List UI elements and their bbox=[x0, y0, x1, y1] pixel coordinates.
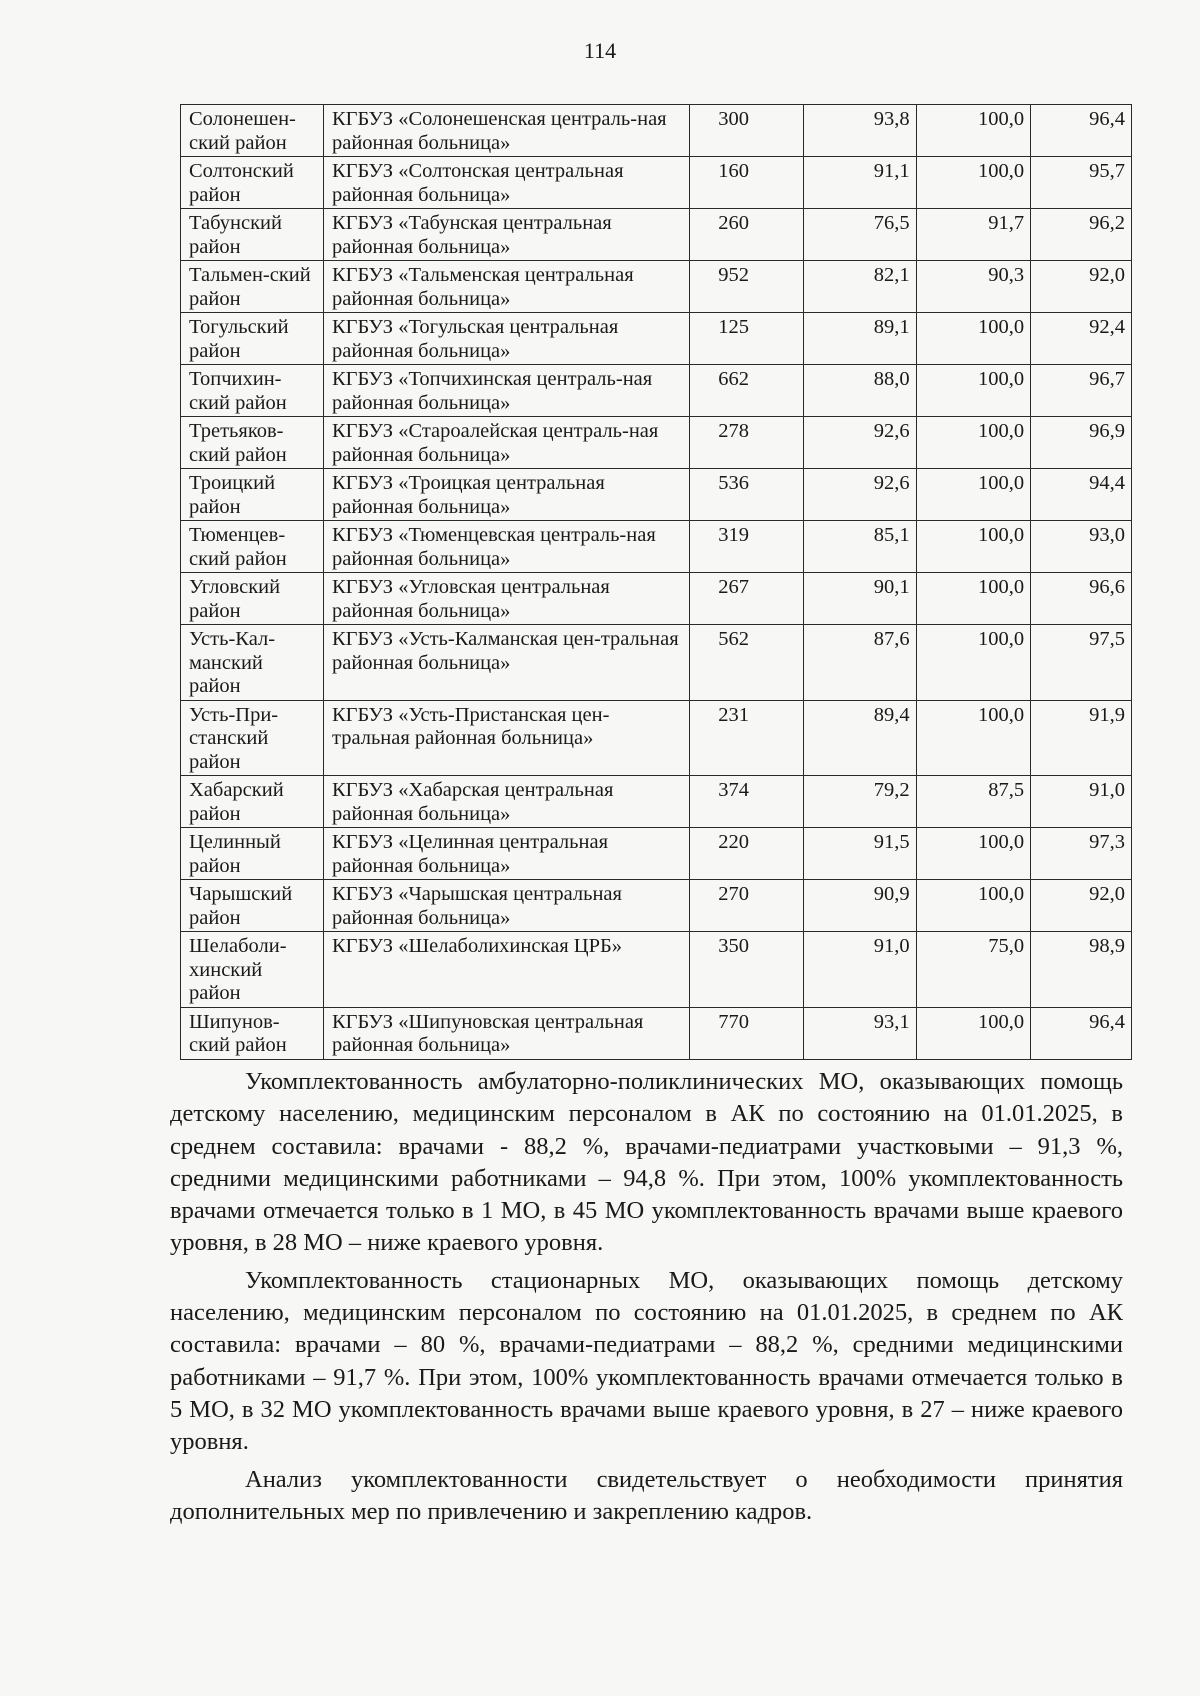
value-cell: 100,0 bbox=[916, 313, 1030, 365]
value-cell: 75,0 bbox=[916, 932, 1030, 1008]
table-row bbox=[181, 776, 1132, 828]
value-cell: 76,5 bbox=[803, 209, 916, 261]
value-cell: 95,7 bbox=[1031, 157, 1132, 209]
value-cell: 97,3 bbox=[1031, 828, 1132, 880]
value-cell: 96,7 bbox=[1031, 365, 1132, 417]
count-text: 350 bbox=[718, 935, 750, 957]
table-row bbox=[181, 157, 1132, 209]
district-cell: Усть-Кал-манский район bbox=[181, 625, 324, 701]
district-cell: Угловский район bbox=[181, 573, 324, 625]
district-cell: Тальмен-ский район bbox=[181, 261, 324, 313]
count-cell bbox=[690, 417, 803, 469]
value-cell: 91,0 bbox=[1031, 776, 1132, 828]
count-cell bbox=[690, 521, 803, 573]
value-cell: 100,0 bbox=[916, 105, 1030, 157]
organization-cell: КГБУЗ «Солтонская центральная районная больница» bbox=[323, 157, 689, 209]
organization-cell: КГБУЗ «Шелаболихинская ЦРБ» bbox=[323, 932, 689, 1008]
table-row bbox=[181, 828, 1132, 880]
count-text: 662 bbox=[718, 368, 750, 390]
count-text: 374 bbox=[718, 779, 750, 801]
value-cell: 91,9 bbox=[1031, 700, 1132, 776]
paragraph: Укомплектованность стационарных МО, оказывающих помощь детскому населению, медицинским персоналом по состоянию на 01.01.2025, в среднем по АК составила: врачами – 80 %, врачами-педиатрами – 88,2 %, средними медицинскими работниками – 91,7 %. При этом, 100% укомплектованность врачами отмечается только в 5 МО, в 32 МО укомплектованность врачами выше краевого уровня, в 27 – ниже краевого уровня. bbox=[170, 1266, 1123, 1456]
count-text: 270 bbox=[718, 883, 750, 905]
organization-cell: КГБУЗ «Староалейская централь-ная районная больница» bbox=[323, 417, 689, 469]
value-cell: 100,0 bbox=[916, 365, 1030, 417]
value-cell: 93,1 bbox=[803, 1007, 916, 1059]
value-cell: 92,0 bbox=[1031, 261, 1132, 313]
count-cell bbox=[690, 625, 803, 701]
value-cell: 94,4 bbox=[1031, 469, 1132, 521]
organization-cell: КГБУЗ «Усть-Пристанская цен-тральная районная больница» bbox=[323, 700, 689, 776]
value-cell: 87,5 bbox=[916, 776, 1030, 828]
paragraph: Анализ укомплектованности свидетельствует о необходимости принятия дополнительных мер по привлечению и закреплению кадров. bbox=[170, 1465, 1123, 1525]
value-cell: 97,5 bbox=[1031, 625, 1132, 701]
value-cell: 100,0 bbox=[916, 157, 1030, 209]
value-cell: 91,1 bbox=[803, 157, 916, 209]
count-cell bbox=[690, 365, 803, 417]
value-cell: 93,8 bbox=[803, 105, 916, 157]
value-cell: 98,9 bbox=[1031, 932, 1132, 1008]
count-cell bbox=[690, 828, 803, 880]
organization-cell: КГБУЗ «Солонешенская централь-ная районная больница» bbox=[323, 105, 689, 157]
count-text: 300 bbox=[718, 108, 750, 130]
district-cell: Шипунов-ский район bbox=[181, 1007, 324, 1059]
body-text bbox=[170, 1066, 1123, 1528]
value-cell: 89,4 bbox=[803, 700, 916, 776]
count-cell bbox=[690, 469, 803, 521]
count-text: 260 bbox=[718, 212, 750, 234]
value-cell: 92,0 bbox=[1031, 880, 1132, 932]
page-number: 114 bbox=[583, 38, 617, 63]
value-cell: 90,3 bbox=[916, 261, 1030, 313]
table-row bbox=[181, 700, 1132, 776]
value-cell: 79,2 bbox=[803, 776, 916, 828]
count-text: 562 bbox=[718, 628, 750, 650]
value-cell: 100,0 bbox=[916, 625, 1030, 701]
district-cell: Тюменцев-ский район bbox=[181, 521, 324, 573]
count-cell bbox=[690, 573, 803, 625]
value-cell: 90,9 bbox=[803, 880, 916, 932]
count-text: 536 bbox=[718, 472, 750, 494]
organization-cell: КГБУЗ «Табунская центральная районная больница» bbox=[323, 209, 689, 261]
table-row bbox=[181, 105, 1132, 157]
value-cell: 93,0 bbox=[1031, 521, 1132, 573]
value-cell: 100,0 bbox=[916, 828, 1030, 880]
value-cell: 89,1 bbox=[803, 313, 916, 365]
count-cell bbox=[690, 776, 803, 828]
organization-cell: КГБУЗ «Тюменцевская централь-ная районная больница» bbox=[323, 521, 689, 573]
organization-cell: КГБУЗ «Троицкая центральная районная больница» bbox=[323, 469, 689, 521]
value-cell: 100,0 bbox=[916, 417, 1030, 469]
district-cell: Хабарский район bbox=[181, 776, 324, 828]
count-text: 160 bbox=[718, 160, 750, 182]
table-row bbox=[181, 521, 1132, 573]
count-text: 278 bbox=[718, 420, 750, 442]
organization-cell: КГБУЗ «Усть-Калманская цен-тральная районная больница» bbox=[323, 625, 689, 701]
district-cell: Чарышский район bbox=[181, 880, 324, 932]
district-cell: Троицкий район bbox=[181, 469, 324, 521]
paragraph: Укомплектованность амбулаторно-поликлинических МО, оказывающих помощь детскому населению, медицинским персоналом в АК по состоянию на 01.01.2025, в среднем составила: врачами - 88,2 %, врачами-педиатрами участковыми – 91,3 %, средними медицинскими работниками – 94,8 %. При этом, 100% укомплектованность врачами отмечается только в 1 МО, в 45 МО укомплектованность врачами выше краевого уровня, в 28 МО – ниже краевого уровня. bbox=[170, 1068, 1123, 1257]
table-row bbox=[181, 313, 1132, 365]
district-cell: Шелаболи-хинский район bbox=[181, 932, 324, 1008]
organization-cell: КГБУЗ «Шипуновская центральная районная больница» bbox=[323, 1007, 689, 1059]
value-cell: 82,1 bbox=[803, 261, 916, 313]
organization-cell: КГБУЗ «Угловская центральная районная больница» bbox=[323, 573, 689, 625]
count-cell bbox=[690, 105, 803, 157]
value-cell: 91,7 bbox=[916, 209, 1030, 261]
value-cell: 87,6 bbox=[803, 625, 916, 701]
count-cell bbox=[690, 157, 803, 209]
table-row bbox=[181, 880, 1132, 932]
value-cell: 92,6 bbox=[803, 469, 916, 521]
value-cell: 100,0 bbox=[916, 880, 1030, 932]
table-row bbox=[181, 1007, 1132, 1059]
count-text: 770 bbox=[718, 1010, 750, 1033]
count-cell bbox=[690, 880, 803, 932]
value-cell: 92,4 bbox=[1031, 313, 1132, 365]
table-row bbox=[181, 469, 1132, 521]
organization-cell: КГБУЗ «Тальменская центральная районная больница» bbox=[323, 261, 689, 313]
organization-cell: КГБУЗ «Топчихинская централь-ная районная больница» bbox=[323, 365, 689, 417]
value-cell: 85,1 bbox=[803, 521, 916, 573]
count-cell bbox=[690, 1007, 803, 1059]
district-cell: Целинный район bbox=[181, 828, 324, 880]
count-cell bbox=[690, 700, 803, 776]
count-text: 125 bbox=[718, 316, 750, 338]
count-cell bbox=[690, 209, 803, 261]
value-cell: 96,9 bbox=[1031, 417, 1132, 469]
table-row bbox=[181, 932, 1132, 1008]
count-cell bbox=[690, 932, 803, 1008]
count-text: 267 bbox=[718, 576, 750, 598]
value-cell: 88,0 bbox=[803, 365, 916, 417]
value-cell: 91,0 bbox=[803, 932, 916, 1008]
value-cell: 96,6 bbox=[1031, 573, 1132, 625]
value-cell: 100,0 bbox=[916, 573, 1030, 625]
organization-cell: КГБУЗ «Чарышская центральная районная больница» bbox=[323, 880, 689, 932]
value-cell: 96,4 bbox=[1031, 1007, 1132, 1059]
count-text: 231 bbox=[718, 703, 750, 726]
district-cell: Усть-При-станский район bbox=[181, 700, 324, 776]
table-row bbox=[181, 209, 1132, 261]
value-cell: 92,6 bbox=[803, 417, 916, 469]
count-text: 952 bbox=[718, 264, 750, 286]
value-cell: 96,4 bbox=[1031, 105, 1132, 157]
organization-cell: КГБУЗ «Тогульская центральная районная больница» bbox=[323, 313, 689, 365]
value-cell: 91,5 bbox=[803, 828, 916, 880]
value-cell: 90,1 bbox=[803, 573, 916, 625]
district-cell: Табунский район bbox=[181, 209, 324, 261]
staffing-table bbox=[180, 104, 1132, 1060]
count-text: 319 bbox=[718, 524, 750, 546]
count-text: 220 bbox=[718, 831, 750, 853]
table-row bbox=[181, 417, 1132, 469]
district-cell: Третьяков-ский район bbox=[181, 417, 324, 469]
table-row bbox=[181, 573, 1132, 625]
value-cell: 100,0 bbox=[916, 1007, 1030, 1059]
organization-cell: КГБУЗ «Целинная центральная районная больница» bbox=[323, 828, 689, 880]
district-cell: Топчихин-ский район bbox=[181, 365, 324, 417]
organization-cell: КГБУЗ «Хабарская центральная районная больница» bbox=[323, 776, 689, 828]
table-row bbox=[181, 261, 1132, 313]
value-cell: 100,0 bbox=[916, 469, 1030, 521]
table-row bbox=[181, 625, 1132, 701]
count-cell bbox=[690, 261, 803, 313]
district-cell: Солтонский район bbox=[181, 157, 324, 209]
value-cell: 96,2 bbox=[1031, 209, 1132, 261]
value-cell: 100,0 bbox=[916, 700, 1030, 776]
table-row bbox=[181, 365, 1132, 417]
district-cell: Тогульский район bbox=[181, 313, 324, 365]
count-cell bbox=[690, 313, 803, 365]
value-cell: 100,0 bbox=[916, 521, 1030, 573]
district-cell: Солонешен-ский район bbox=[181, 105, 324, 157]
